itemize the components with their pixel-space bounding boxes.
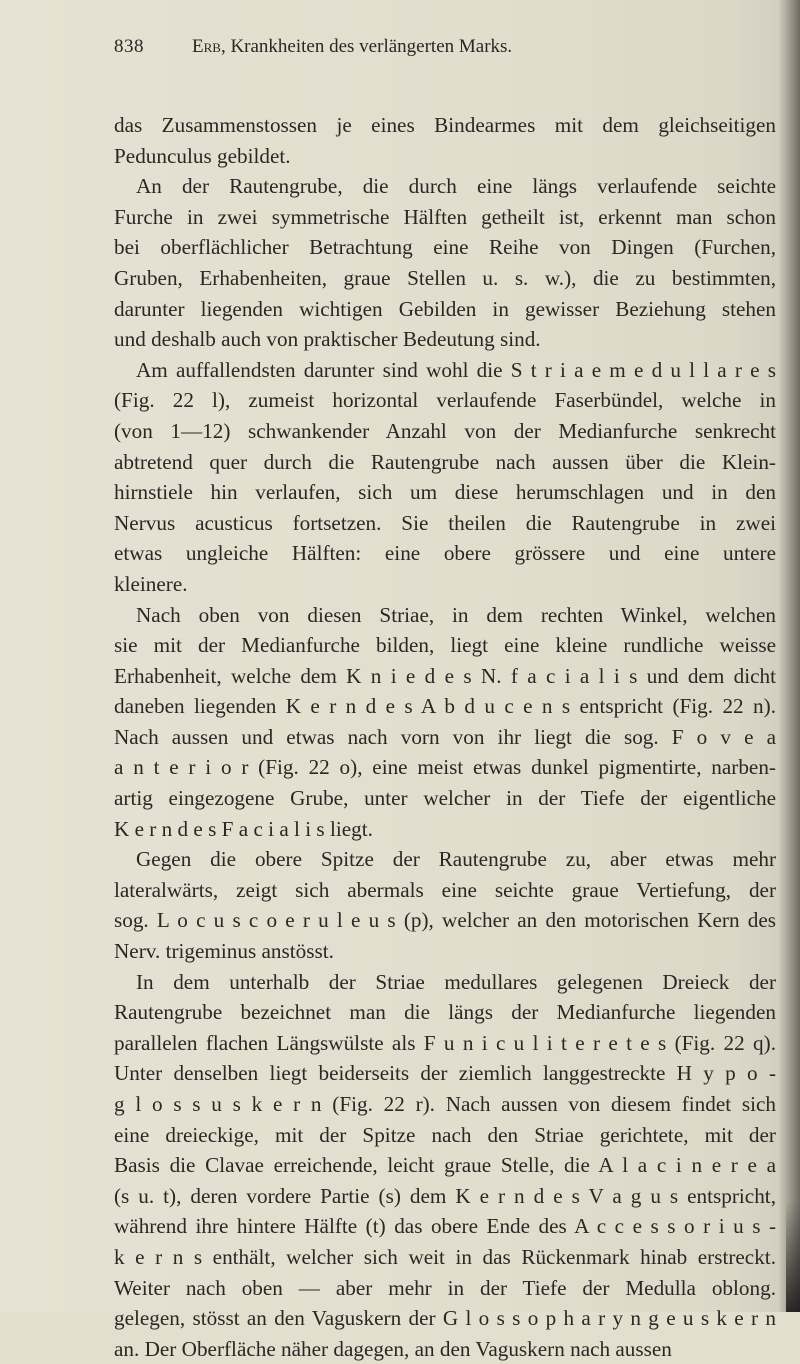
text-line: daneben liegenden K e r n d e s A b d u c e n s entspricht (Fig. 22 n). <box>114 694 776 719</box>
text-line: abtretend quer durch die Rautengrube nach aussen über die Klein- <box>114 449 776 474</box>
text-line: g l o s s u s k e r n (Fig. 22 r). Nach aussen von diesem findet sich <box>114 1092 776 1116</box>
text-line: gelegen, stösst an den Vaguskern der G l o s s o p h a r y n g e u s k e r n <box>114 1306 776 1331</box>
text-line: (s u. t), deren vordere Partie (s) dem K e r n d e s V a g u s entspricht, <box>114 1183 776 1208</box>
text-line: Erhabenheit, welche dem K n i e d e s N. f a c i a l i s und dem dicht <box>114 663 776 688</box>
paragraph <box>114 600 776 845</box>
text-line: Furche in zwei symmetrische Hälften getheilt ist, erkennt man schon <box>114 204 776 229</box>
text-line: parallelen flachen Längswülste als F u n i c u l i t e r e t e s (Fig. 22 q). <box>114 1030 776 1055</box>
text-line: Rautengrube bezeichnet man die längs der Medianfurche liegenden <box>114 1000 776 1025</box>
page-corner-shadow <box>786 1200 800 1312</box>
text-line: Nervus acusticus fortsetzen. Sie theilen die Rautengrube in zwei <box>114 510 776 535</box>
text-line: während ihre hintere Hälfte (t) das obere Ende des A c c e s s o r i u s - <box>114 1214 776 1239</box>
text-line: eine dreieckige, mit der Spitze nach den Striae gerichtete, mit der <box>114 1122 776 1147</box>
body-text <box>114 110 776 1364</box>
text-line: artig eingezogene Grube, unter welcher in der Tiefe der eigentliche <box>114 786 776 811</box>
paragraph <box>114 110 776 171</box>
text-line: Unter denselben liegt beiderseits der ziemlich langgestreckte H y p o - <box>114 1061 776 1086</box>
page-edge-shadow <box>778 0 800 1312</box>
text-line: Gruben, Erhabenheiten, graue Stellen u. s. w.), die zu bestimmten, <box>114 265 776 290</box>
text-line: K e r n d e s F a c i a l i s liegt. <box>114 816 373 841</box>
text-line: das Zusammenstossen je eines Bindearmes mit dem gleichseitigen <box>114 113 776 137</box>
paragraph <box>114 171 776 355</box>
text-line: lateralwärts, zeigt sich abermals eine seichte graue Vertiefung, der <box>114 877 776 902</box>
text-line: Nach aussen und etwas nach vorn von ihr liegt die sog. F o v e a <box>114 724 776 749</box>
text-line: An der Rautengrube, die durch eine längs verlaufende seichte <box>136 174 776 199</box>
text-line: (von 1—12) schwankender Anzahl von der Medianfurche senkrecht <box>114 418 776 443</box>
text-line: k e r n s enthält, welcher sich weit in das Rückenmark hinab erstreckt. <box>114 1244 776 1269</box>
paragraph <box>114 844 776 966</box>
text-line: und deshalb auch von praktischer Bedeutung sind. <box>114 327 541 352</box>
text-line: a n t e r i o r (Fig. 22 o), eine meist etwas dunkel pigmentirte, narben- <box>114 755 776 780</box>
text-line: sie mit der Medianfurche bilden, liegt eine kleine rundliche weisse <box>114 633 776 658</box>
text-line: Am auffallendsten darunter sind wohl die S t r i a e m e d u l l a r e s <box>136 357 776 382</box>
text-line: In dem unterhalb der Striae medullares gelegenen Dreieck der <box>136 969 776 994</box>
text-line: Weiter nach oben — aber mehr in der Tiefe der Medulla oblong. <box>114 1275 776 1300</box>
text-line: bei oberflächlicher Betrachtung eine Reihe von Dingen (Furchen, <box>114 235 776 260</box>
text-line: Pedunculus gebildet. <box>114 143 291 168</box>
text-line: (Fig. 22 l), zumeist horizontal verlaufende Faserbündel, welche in <box>114 388 776 413</box>
running-title <box>192 36 512 58</box>
text-line: Nach oben von diesen Striae, in dem rechten Winkel, welchen <box>136 602 776 627</box>
paragraph <box>114 355 776 600</box>
paragraph <box>114 967 776 1364</box>
text-line: hirnstiele hin verlaufen, sich um diese herumschlagen und in den <box>114 480 776 505</box>
page-number: 838 <box>114 36 144 57</box>
text-line: sog. L o c u s c o e r u l e u s (p), welcher an den motorischen Kern des <box>114 908 776 933</box>
text-line: darunter liegenden wichtigen Gebilden in gewisser Beziehung stehen <box>114 296 776 321</box>
text-line: Nerv. trigeminus anstösst. <box>114 939 334 964</box>
text-line: Gegen die obere Spitze der Rautengrube zu, aber etwas mehr <box>136 847 776 872</box>
text-line: an. Der Oberfläche näher dagegen, an den Vaguskern nach aussen <box>114 1336 672 1361</box>
running-title-text: , Krankheiten des verlängerten Marks. <box>220 36 513 57</box>
text-line: etwas ungleiche Hälften: eine obere grössere und eine untere <box>114 541 776 566</box>
running-title-author: Erb <box>192 36 221 57</box>
running-header <box>114 28 774 64</box>
text-line: Basis die Clavae erreichende, leicht graue Stelle, die A l a c i n e r e a <box>114 1153 776 1178</box>
text-line: kleinere. <box>114 571 188 596</box>
